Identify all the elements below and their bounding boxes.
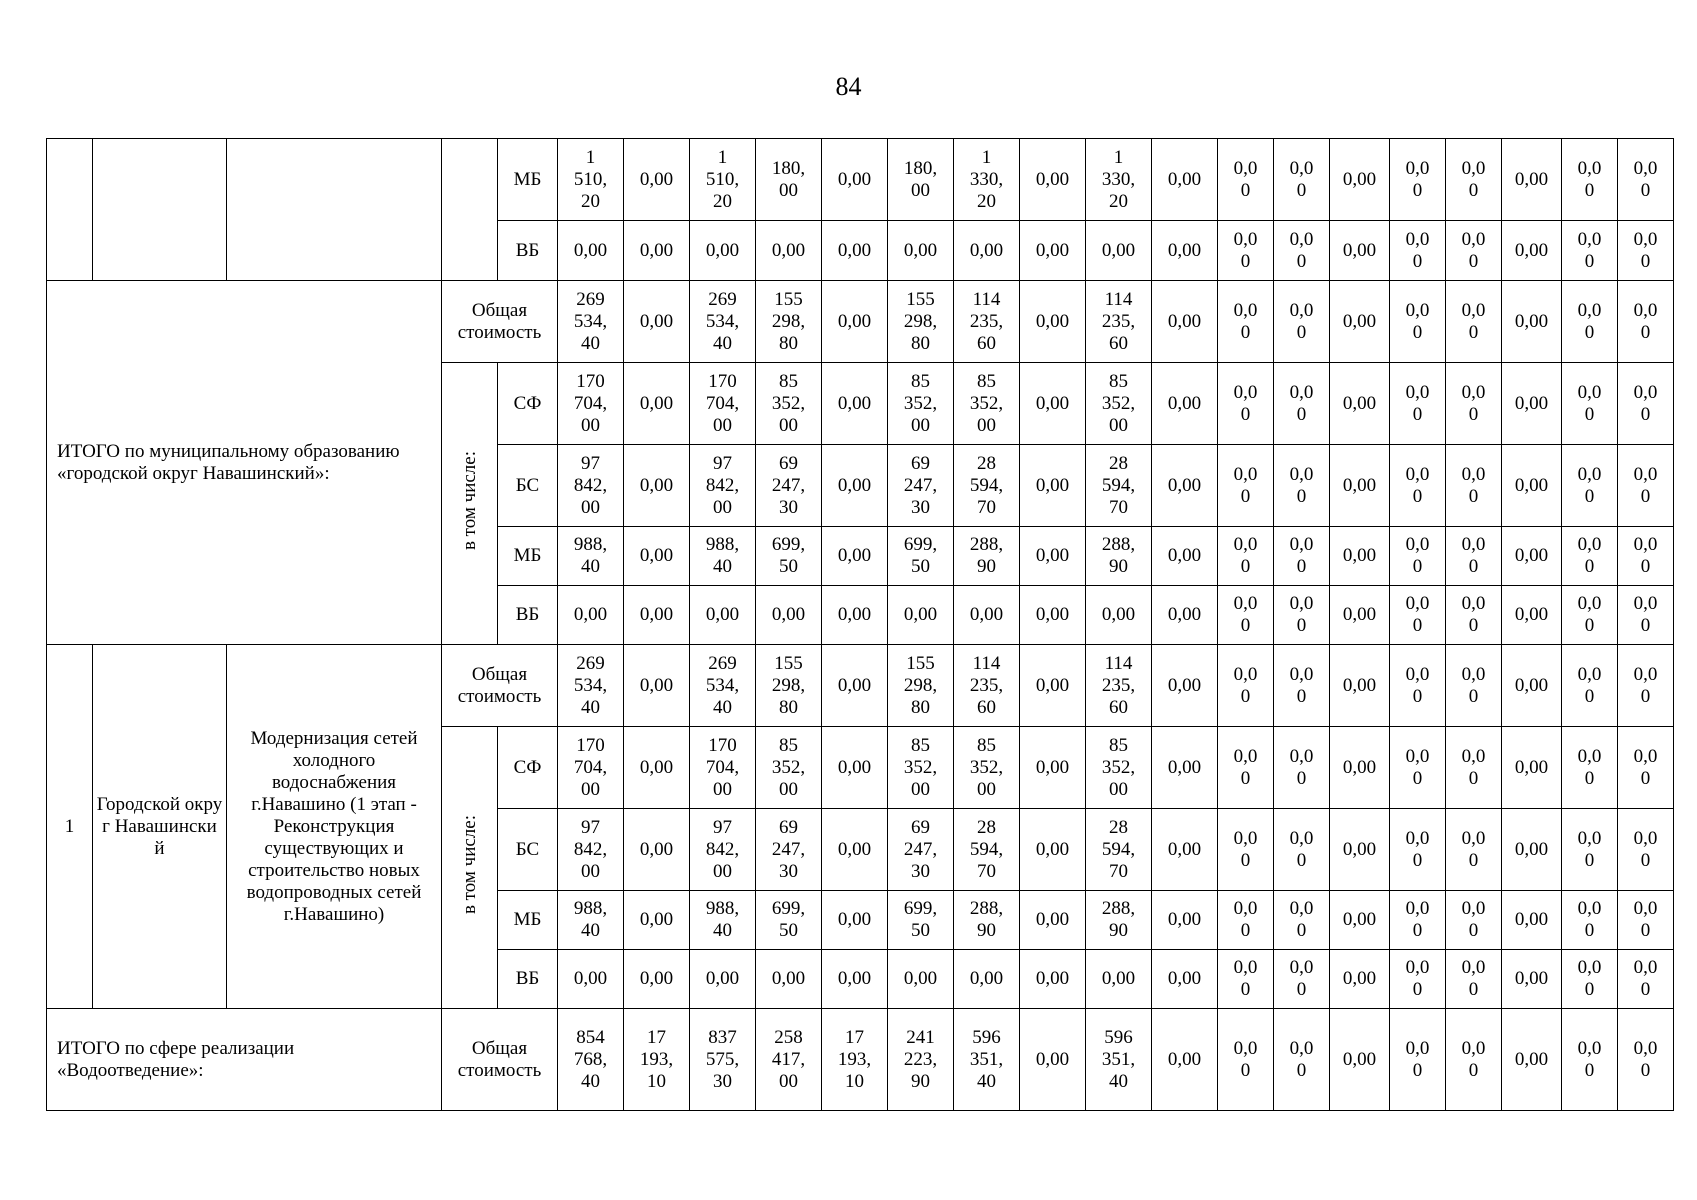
value-cell: 0,0 0 <box>1274 950 1330 1009</box>
value-cell: 699, 50 <box>756 891 822 950</box>
value-cell: 0,0 0 <box>1618 281 1674 363</box>
value-cell: 0,00 <box>624 281 690 363</box>
value-cell: 0,00 <box>1330 221 1390 281</box>
total-title-cell: ИТОГО по муниципальному образованию «городской округ Навашинский»: <box>47 281 442 645</box>
value-cell: 0,00 <box>1330 363 1390 445</box>
value-cell: 269 534, 40 <box>690 645 756 727</box>
value-cell: 155 298, 80 <box>756 281 822 363</box>
value-cell: 97 842, 00 <box>558 809 624 891</box>
value-cell: 0,0 0 <box>1562 527 1618 586</box>
value-cell: 0,00 <box>624 645 690 727</box>
value-cell: 0,00 <box>1502 139 1562 221</box>
value-cell: 0,0 0 <box>1618 139 1674 221</box>
project-cell <box>227 139 442 281</box>
value-cell: 0,00 <box>1020 221 1086 281</box>
funding-type-cell: МБ <box>498 527 558 586</box>
value-cell: 0,00 <box>1502 363 1562 445</box>
value-cell: 0,0 0 <box>1218 221 1274 281</box>
value-cell: 0,00 <box>822 445 888 527</box>
value-cell: 0,0 0 <box>1274 809 1330 891</box>
value-cell: 0,00 <box>1502 586 1562 645</box>
value-cell: 269 534, 40 <box>558 645 624 727</box>
value-cell: 0,00 <box>954 221 1020 281</box>
value-cell: 0,00 <box>1502 950 1562 1009</box>
value-cell: 988, 40 <box>690 527 756 586</box>
value-cell: 1 330, 20 <box>954 139 1020 221</box>
value-cell: 0,00 <box>1152 139 1218 221</box>
value-cell: 0,00 <box>1020 445 1086 527</box>
page-number: 84 <box>835 72 862 101</box>
value-cell: 0,00 <box>1330 445 1390 527</box>
value-cell: 155 298, 80 <box>888 645 954 727</box>
total-title-cell: ИТОГО по сфере реализации «Водоотведение»: <box>47 1009 442 1111</box>
value-cell: 0,00 <box>1330 950 1390 1009</box>
vertical-label-cell <box>442 363 498 645</box>
value-cell: 28 594, 70 <box>954 809 1020 891</box>
value-cell: 0,00 <box>558 586 624 645</box>
value-cell: 170 704, 00 <box>558 727 624 809</box>
value-cell: 0,0 0 <box>1274 363 1330 445</box>
value-cell: 0,0 0 <box>1562 645 1618 727</box>
value-cell: 0,00 <box>1502 809 1562 891</box>
value-cell: 0,00 <box>690 221 756 281</box>
value-cell: 0,00 <box>1020 950 1086 1009</box>
project-cell: Модернизация сетей холодного водоснабжения г.Навашино (1 этап - Реконструкция существующих и строительство новых водопроводных сетей г.Навашино) <box>227 645 442 1009</box>
value-cell: 0,0 0 <box>1390 645 1446 727</box>
value-cell: 0,00 <box>1330 586 1390 645</box>
table-row <box>47 281 1674 363</box>
value-cell: 0,00 <box>1020 727 1086 809</box>
funding-type-cell: БС <box>498 445 558 527</box>
value-cell: 0,00 <box>690 950 756 1009</box>
value-cell: 97 842, 00 <box>690 809 756 891</box>
value-cell: 0,00 <box>1330 891 1390 950</box>
funding-type-cell: Общая стоимость <box>442 1009 558 1111</box>
value-cell: 0,0 0 <box>1274 281 1330 363</box>
value-cell: 0,0 0 <box>1562 139 1618 221</box>
value-cell: 85 352, 00 <box>888 363 954 445</box>
value-cell: 0,00 <box>624 527 690 586</box>
value-cell: 0,0 0 <box>1274 445 1330 527</box>
value-cell: 17 193, 10 <box>822 1009 888 1111</box>
value-cell: 988, 40 <box>558 527 624 586</box>
value-cell: 0,00 <box>1152 891 1218 950</box>
value-cell: 0,00 <box>1152 727 1218 809</box>
value-cell: 0,00 <box>558 221 624 281</box>
value-cell: 0,00 <box>1502 527 1562 586</box>
value-cell: 0,00 <box>1152 950 1218 1009</box>
value-cell: 0,0 0 <box>1274 645 1330 727</box>
value-cell: 0,00 <box>822 363 888 445</box>
value-cell: 180, 00 <box>756 139 822 221</box>
value-cell: 0,00 <box>1152 445 1218 527</box>
value-cell: 0,0 0 <box>1446 281 1502 363</box>
funding-type-cell: Общая стоимость <box>442 645 558 727</box>
value-cell: 1 330, 20 <box>1086 139 1152 221</box>
vertical-label: в том числе: <box>458 450 480 551</box>
value-cell: 0,00 <box>624 809 690 891</box>
funding-type-cell: МБ <box>498 139 558 221</box>
value-cell: 0,00 <box>1020 891 1086 950</box>
funding-type-cell: ВБ <box>498 586 558 645</box>
value-cell: 0,00 <box>1086 950 1152 1009</box>
value-cell: 0,00 <box>954 950 1020 1009</box>
value-cell: 17 193, 10 <box>624 1009 690 1111</box>
value-cell: 0,00 <box>756 221 822 281</box>
table-row <box>47 645 1674 727</box>
value-cell: 0,00 <box>1152 809 1218 891</box>
value-cell: 0,00 <box>1502 727 1562 809</box>
value-cell: 0,0 0 <box>1562 363 1618 445</box>
value-cell: 0,0 0 <box>1446 139 1502 221</box>
value-cell: 85 352, 00 <box>1086 727 1152 809</box>
value-cell: 241 223, 90 <box>888 1009 954 1111</box>
funding-type-cell: ВБ <box>498 221 558 281</box>
value-cell: 0,00 <box>1152 221 1218 281</box>
value-cell: 0,0 0 <box>1274 139 1330 221</box>
value-cell: 114 235, 60 <box>1086 281 1152 363</box>
value-cell: 988, 40 <box>690 891 756 950</box>
value-cell: 0,00 <box>1152 281 1218 363</box>
value-cell: 69 247, 30 <box>888 445 954 527</box>
value-cell: 0,0 0 <box>1446 891 1502 950</box>
budget-table <box>46 138 1674 1111</box>
value-cell: 0,0 0 <box>1562 445 1618 527</box>
value-cell: 699, 50 <box>756 527 822 586</box>
value-cell: 0,00 <box>1152 586 1218 645</box>
value-cell: 0,0 0 <box>1562 1009 1618 1111</box>
value-cell: 837 575, 30 <box>690 1009 756 1111</box>
value-cell: 0,00 <box>1020 527 1086 586</box>
value-cell: 0,0 0 <box>1390 221 1446 281</box>
table-row <box>47 139 1674 221</box>
value-cell: 0,0 0 <box>1562 809 1618 891</box>
value-cell: 0,00 <box>1502 645 1562 727</box>
value-cell: 155 298, 80 <box>888 281 954 363</box>
value-cell: 0,00 <box>822 809 888 891</box>
value-cell: 854 768, 40 <box>558 1009 624 1111</box>
value-cell: 0,0 0 <box>1390 586 1446 645</box>
value-cell: 0,0 0 <box>1390 445 1446 527</box>
value-cell: 0,0 0 <box>1218 445 1274 527</box>
value-cell: 0,00 <box>1152 1009 1218 1111</box>
value-cell: 0,0 0 <box>1274 221 1330 281</box>
vertical-label-cell <box>442 139 498 281</box>
value-cell: 0,0 0 <box>1446 950 1502 1009</box>
value-cell: 170 704, 00 <box>558 363 624 445</box>
value-cell: 0,00 <box>1020 645 1086 727</box>
value-cell: 0,00 <box>954 586 1020 645</box>
value-cell: 0,00 <box>1330 527 1390 586</box>
value-cell: 0,0 0 <box>1446 586 1502 645</box>
value-cell: 69 247, 30 <box>756 809 822 891</box>
value-cell: 0,0 0 <box>1218 1009 1274 1111</box>
value-cell: 0,00 <box>1086 221 1152 281</box>
value-cell: 0,00 <box>888 221 954 281</box>
value-cell: 288, 90 <box>1086 891 1152 950</box>
value-cell: 0,00 <box>1330 727 1390 809</box>
value-cell: 0,0 0 <box>1218 363 1274 445</box>
value-cell: 28 594, 70 <box>1086 445 1152 527</box>
value-cell: 0,0 0 <box>1218 527 1274 586</box>
value-cell: 0,0 0 <box>1618 363 1674 445</box>
value-cell: 180, 00 <box>888 139 954 221</box>
value-cell: 85 352, 00 <box>954 727 1020 809</box>
value-cell: 0,0 0 <box>1562 281 1618 363</box>
value-cell: 0,0 0 <box>1446 809 1502 891</box>
value-cell: 0,00 <box>624 727 690 809</box>
value-cell: 0,0 0 <box>1218 809 1274 891</box>
value-cell: 0,0 0 <box>1618 950 1674 1009</box>
value-cell: 0,00 <box>1152 645 1218 727</box>
value-cell: 0,00 <box>1502 1009 1562 1111</box>
value-cell: 0,00 <box>1086 586 1152 645</box>
value-cell: 0,00 <box>822 950 888 1009</box>
value-cell: 28 594, 70 <box>954 445 1020 527</box>
funding-type-cell: БС <box>498 809 558 891</box>
value-cell: 0,0 0 <box>1218 139 1274 221</box>
value-cell: 0,00 <box>1502 891 1562 950</box>
value-cell: 0,00 <box>1152 527 1218 586</box>
value-cell: 288, 90 <box>954 891 1020 950</box>
vertical-label-cell <box>442 727 498 1009</box>
value-cell: 0,0 0 <box>1562 891 1618 950</box>
value-cell: 0,00 <box>822 139 888 221</box>
value-cell: 0,0 0 <box>1618 645 1674 727</box>
value-cell: 0,0 0 <box>1390 727 1446 809</box>
value-cell: 85 352, 00 <box>888 727 954 809</box>
value-cell: 0,00 <box>624 139 690 221</box>
value-cell: 0,0 0 <box>1618 445 1674 527</box>
funding-type-cell: Общая стоимость <box>442 281 558 363</box>
value-cell: 699, 50 <box>888 527 954 586</box>
value-cell: 258 417, 00 <box>756 1009 822 1111</box>
value-cell: 170 704, 00 <box>690 363 756 445</box>
value-cell: 0,00 <box>822 527 888 586</box>
value-cell: 988, 40 <box>558 891 624 950</box>
value-cell: 0,0 0 <box>1446 527 1502 586</box>
value-cell: 0,00 <box>1330 645 1390 727</box>
value-cell: 0,00 <box>888 586 954 645</box>
value-cell: 0,0 0 <box>1562 727 1618 809</box>
value-cell: 0,0 0 <box>1618 727 1674 809</box>
value-cell: 0,00 <box>1330 139 1390 221</box>
value-cell: 114 235, 60 <box>954 645 1020 727</box>
value-cell: 269 534, 40 <box>690 281 756 363</box>
value-cell: 28 594, 70 <box>1086 809 1152 891</box>
value-cell: 0,0 0 <box>1218 645 1274 727</box>
value-cell: 0,00 <box>1020 281 1086 363</box>
value-cell: 0,00 <box>1152 363 1218 445</box>
value-cell: 0,00 <box>822 221 888 281</box>
value-cell: 69 247, 30 <box>756 445 822 527</box>
value-cell: 0,0 0 <box>1274 727 1330 809</box>
value-cell: 0,00 <box>822 645 888 727</box>
value-cell: 288, 90 <box>954 527 1020 586</box>
value-cell: 0,0 0 <box>1562 950 1618 1009</box>
value-cell: 1 510, 20 <box>558 139 624 221</box>
value-cell: 0,00 <box>624 891 690 950</box>
table-row <box>47 1009 1674 1111</box>
value-cell: 288, 90 <box>1086 527 1152 586</box>
value-cell: 0,00 <box>822 727 888 809</box>
value-cell: 0,00 <box>1502 281 1562 363</box>
value-cell: 0,00 <box>1020 1009 1086 1111</box>
value-cell: 0,00 <box>690 586 756 645</box>
value-cell: 85 352, 00 <box>1086 363 1152 445</box>
value-cell: 0,0 0 <box>1274 891 1330 950</box>
value-cell: 85 352, 00 <box>756 727 822 809</box>
value-cell: 170 704, 00 <box>690 727 756 809</box>
value-cell: 0,0 0 <box>1618 891 1674 950</box>
value-cell: 97 842, 00 <box>690 445 756 527</box>
value-cell: 0,00 <box>624 221 690 281</box>
value-cell: 85 352, 00 <box>756 363 822 445</box>
value-cell: 0,0 0 <box>1390 527 1446 586</box>
value-cell: 0,0 0 <box>1618 1009 1674 1111</box>
district-cell <box>93 139 227 281</box>
value-cell: 0,00 <box>822 891 888 950</box>
district-cell: Городской округ Навашински й <box>93 645 227 1009</box>
value-cell: 0,0 0 <box>1618 527 1674 586</box>
value-cell: 0,00 <box>822 586 888 645</box>
index-cell: 1 <box>47 645 93 1009</box>
value-cell: 0,0 0 <box>1618 586 1674 645</box>
value-cell: 0,00 <box>1502 221 1562 281</box>
value-cell: 0,0 0 <box>1446 445 1502 527</box>
value-cell: 0,00 <box>1020 586 1086 645</box>
value-cell: 0,0 0 <box>1390 281 1446 363</box>
value-cell: 0,0 0 <box>1446 645 1502 727</box>
value-cell: 0,0 0 <box>1562 221 1618 281</box>
value-cell: 0,0 0 <box>1390 1009 1446 1111</box>
value-cell: 0,00 <box>1330 1009 1390 1111</box>
value-cell: 0,00 <box>822 281 888 363</box>
funding-type-cell: ВБ <box>498 950 558 1009</box>
value-cell: 596 351, 40 <box>1086 1009 1152 1111</box>
value-cell: 0,0 0 <box>1390 891 1446 950</box>
value-cell: 1 510, 20 <box>690 139 756 221</box>
vertical-label: в том числе: <box>458 814 480 915</box>
value-cell: 0,00 <box>1330 809 1390 891</box>
value-cell: 0,0 0 <box>1274 527 1330 586</box>
value-cell: 85 352, 00 <box>954 363 1020 445</box>
value-cell: 0,0 0 <box>1218 891 1274 950</box>
value-cell: 0,00 <box>1330 281 1390 363</box>
value-cell: 0,0 0 <box>1390 950 1446 1009</box>
value-cell: 269 534, 40 <box>558 281 624 363</box>
value-cell: 0,00 <box>756 950 822 1009</box>
value-cell: 0,0 0 <box>1274 1009 1330 1111</box>
value-cell: 0,0 0 <box>1218 950 1274 1009</box>
value-cell: 0,0 0 <box>1390 363 1446 445</box>
value-cell: 0,00 <box>624 363 690 445</box>
value-cell: 596 351, 40 <box>954 1009 1020 1111</box>
value-cell: 0,0 0 <box>1446 1009 1502 1111</box>
value-cell: 0,00 <box>888 950 954 1009</box>
value-cell: 114 235, 60 <box>954 281 1020 363</box>
value-cell: 0,0 0 <box>1618 809 1674 891</box>
value-cell: 114 235, 60 <box>1086 645 1152 727</box>
value-cell: 699, 50 <box>888 891 954 950</box>
value-cell: 0,0 0 <box>1390 809 1446 891</box>
funding-type-cell: СФ <box>498 727 558 809</box>
value-cell: 0,0 0 <box>1218 586 1274 645</box>
value-cell: 0,0 0 <box>1446 221 1502 281</box>
value-cell: 0,0 0 <box>1390 139 1446 221</box>
value-cell: 155 298, 80 <box>756 645 822 727</box>
value-cell: 0,0 0 <box>1446 727 1502 809</box>
value-cell: 0,0 0 <box>1218 727 1274 809</box>
value-cell: 0,0 0 <box>1446 363 1502 445</box>
value-cell: 0,00 <box>624 445 690 527</box>
value-cell: 69 247, 30 <box>888 809 954 891</box>
value-cell: 0,00 <box>624 586 690 645</box>
value-cell: 0,00 <box>756 586 822 645</box>
value-cell: 0,00 <box>624 950 690 1009</box>
index-cell <box>47 139 93 281</box>
value-cell: 0,0 0 <box>1218 281 1274 363</box>
value-cell: 0,00 <box>1020 139 1086 221</box>
value-cell: 0,0 0 <box>1274 586 1330 645</box>
value-cell: 0,00 <box>1502 445 1562 527</box>
funding-type-cell: МБ <box>498 891 558 950</box>
value-cell: 0,00 <box>1020 809 1086 891</box>
value-cell: 0,00 <box>1020 363 1086 445</box>
value-cell: 0,00 <box>558 950 624 1009</box>
value-cell: 97 842, 00 <box>558 445 624 527</box>
value-cell: 0,0 0 <box>1618 221 1674 281</box>
funding-type-cell: СФ <box>498 363 558 445</box>
value-cell: 0,0 0 <box>1562 586 1618 645</box>
